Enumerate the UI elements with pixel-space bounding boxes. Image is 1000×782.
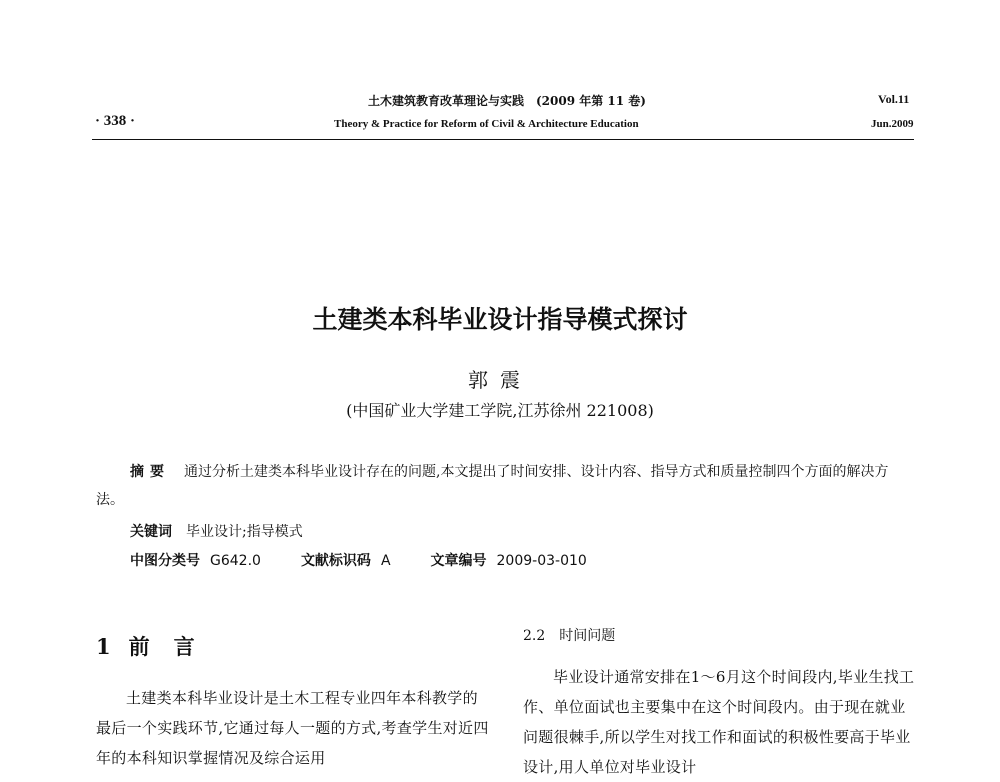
clc-label: 中图分类号 bbox=[130, 553, 200, 569]
clc-value: G642.0 bbox=[210, 553, 261, 569]
classification-line bbox=[130, 550, 627, 570]
article-affiliation: (中国矿业大学建工学院,江苏徐州 221008) bbox=[346, 401, 654, 420]
doc-code-label: 文献标识码 bbox=[300, 553, 371, 569]
article-number-label: 文章编号 bbox=[430, 553, 487, 569]
section-2-2-title: 时间问题 bbox=[559, 628, 616, 644]
section-2-2-number: 2.2 bbox=[523, 628, 546, 644]
page-number: · 338 · bbox=[95, 113, 136, 129]
section-2-2-heading bbox=[523, 625, 615, 645]
section-1-title: 前言 bbox=[128, 634, 219, 659]
article-title: 土建类本科毕业设计指导模式探讨 bbox=[312, 305, 688, 334]
section-1-heading bbox=[96, 631, 219, 661]
header-rule bbox=[92, 139, 914, 140]
abstract-label: 摘要 bbox=[130, 464, 170, 480]
abstract-text: 通过分析土建类本科毕业设计存在的问题,本文提出了时间安排、设计内容、指导方式和质量控制四个方面的解决方法。 bbox=[96, 464, 889, 508]
doc-code-value: A bbox=[380, 553, 391, 569]
journal-date: Jun.2009 bbox=[871, 118, 914, 130]
journal-title-en: Theory & Practice for Reform of Civil & Architecture Education bbox=[334, 118, 639, 130]
article-author: 郭震 bbox=[468, 368, 532, 392]
keywords-text: 毕业设计;指导模式 bbox=[186, 524, 303, 540]
keywords bbox=[130, 521, 303, 541]
section-1-number: 1 bbox=[96, 634, 111, 659]
journal-volume: Vol.11 bbox=[878, 92, 910, 106]
article-number-value: 2009-03-010 bbox=[496, 553, 587, 569]
abstract bbox=[96, 458, 916, 514]
journal-title-cn: 土木建筑教育改革理论与实践 (2009 年第 11 卷) bbox=[368, 94, 646, 108]
section-2-2-paragraph: 毕业设计通常安排在1～6月这个时间段内,毕业生找工作、单位面试也主要集中在这个时间段内。由于现在就业问题很棘手,所以学生对找工作和面试的积极性要高于毕业设计,用人单位对毕业设计 bbox=[523, 668, 915, 776]
keywords-label: 关键词 bbox=[130, 524, 172, 540]
section-1-paragraph: 土建类本科毕业设计是土木工程专业四年本科教学的最后一个实践环节,它通过每人一题的方式,考查学生对近四年的本科知识掌握情况及综合运用 bbox=[96, 689, 489, 767]
